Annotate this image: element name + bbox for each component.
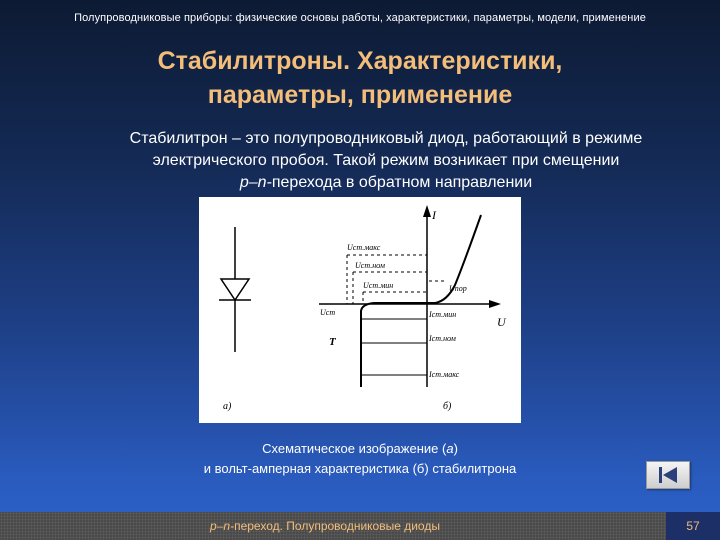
label-u-por: Uпор xyxy=(449,284,467,293)
label-u-st-nom: Uст.ном xyxy=(355,261,385,270)
axes xyxy=(319,209,497,387)
intro-line-2: электрического пробоя. Такой режим возникает при смещении xyxy=(152,152,620,169)
label-b: б) xyxy=(443,401,452,412)
diode-symbol xyxy=(219,227,251,352)
intro-line-3 xyxy=(86,172,686,194)
figure-caption xyxy=(140,439,580,479)
caption-line-1-a: а xyxy=(446,441,454,456)
intro-line-3-rest: перехода в обратном направлении xyxy=(271,174,533,191)
skip-to-first-icon xyxy=(647,462,689,488)
footer-title xyxy=(0,519,650,533)
label-t: T xyxy=(329,336,336,348)
current-lines xyxy=(361,319,427,375)
axis-u-arrow xyxy=(489,300,501,308)
footer-pn: p–n- xyxy=(210,519,235,533)
label-u-st-max: Uст.макс xyxy=(347,243,381,252)
label-i-st-min: Iст.мин xyxy=(429,310,457,319)
title-line-1: Стабилитроны. Характеристики, xyxy=(157,47,563,75)
pn-label: p–n- xyxy=(239,174,272,191)
label-i-st-nom: Iст.ном xyxy=(429,334,456,343)
caption-line-1-post: ) xyxy=(453,441,458,456)
zener-figure xyxy=(199,197,521,423)
intro-text xyxy=(86,128,686,194)
figure-caption-line-2: и вольт-амперная характеристика (б) стабилитрона xyxy=(203,461,517,476)
label-a: а) xyxy=(223,401,232,412)
label-i-st-max: Iст.макс xyxy=(429,370,460,379)
label-axis-u: U xyxy=(497,315,506,329)
slide-title xyxy=(60,44,660,112)
label-axis-i: I xyxy=(432,208,436,222)
label-u-st: Uст xyxy=(320,308,336,317)
figure-caption-line-1 xyxy=(140,439,580,459)
axis-i-arrow xyxy=(423,205,431,217)
footer-bar xyxy=(0,512,720,540)
caption-line-1-pre: Схематическое изображение ( xyxy=(262,441,447,456)
zener-figure-svg xyxy=(199,197,521,423)
iv-curve xyxy=(361,215,481,387)
label-u-st-min: Uст.мин xyxy=(363,281,394,290)
intro-line-1: Стабилитрон – это полупроводниковый диод, работающий в режиме xyxy=(129,130,643,147)
title-line-2: параметры, применение xyxy=(207,81,513,109)
header-caption: Полупроводниковые приборы: физические основы работы, характеристики, параметры, модели, применение xyxy=(74,12,646,24)
first-slide-button[interactable] xyxy=(646,461,690,489)
footer-rest: переход. Полупроводниковые диоды xyxy=(234,519,440,533)
page-number: 57 xyxy=(666,512,720,540)
